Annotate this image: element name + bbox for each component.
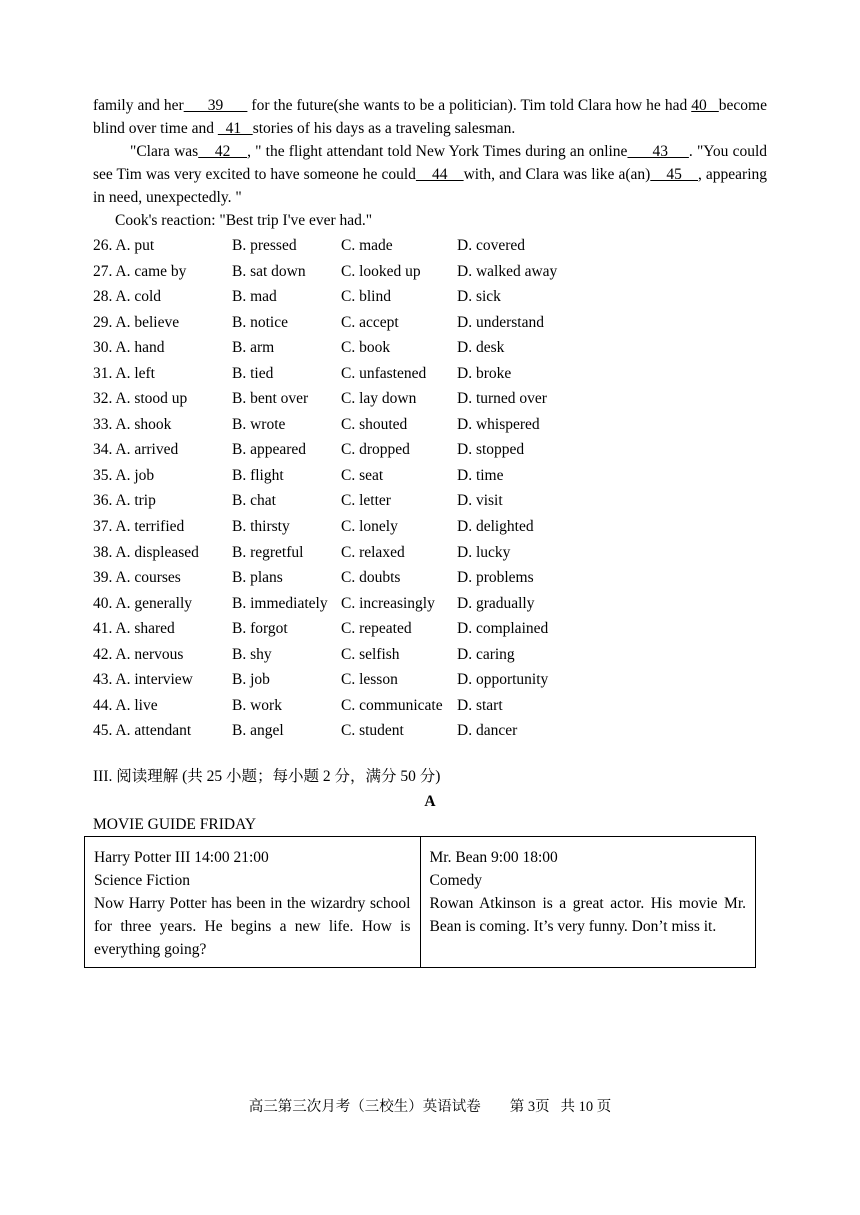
option-d: D. broke bbox=[457, 364, 512, 382]
option-c: C. relaxed bbox=[341, 543, 405, 561]
option-a: 43. A. interview bbox=[93, 671, 193, 689]
page-total: 共 10 页 bbox=[560, 1099, 612, 1115]
option-a: 31. A. left bbox=[93, 364, 155, 382]
question-row bbox=[93, 386, 693, 412]
option-c: C. selfish bbox=[341, 645, 400, 663]
question-row bbox=[93, 259, 693, 285]
option-c: C. lay down bbox=[341, 390, 417, 408]
question-row bbox=[93, 310, 693, 336]
blank-40: 40 bbox=[691, 97, 719, 114]
question-row bbox=[93, 667, 693, 693]
option-d: D. time bbox=[457, 466, 504, 484]
passage-text: become blind over time and bbox=[93, 97, 767, 137]
option-d: D. start bbox=[457, 696, 503, 714]
option-b: B. work bbox=[232, 696, 282, 714]
option-a: 45. A. attendant bbox=[93, 722, 192, 740]
option-a: 32. A. stood up bbox=[93, 390, 188, 408]
question-row bbox=[93, 412, 693, 438]
option-b: B. tied bbox=[232, 364, 274, 382]
passage-text: with, and Clara was like a(an) bbox=[463, 166, 651, 183]
option-c: C. made bbox=[341, 237, 393, 254]
question-row bbox=[93, 565, 693, 591]
movie-guide-title: MOVIE GUIDE FRIDAY bbox=[93, 816, 257, 833]
question-row bbox=[93, 335, 693, 361]
option-c: C. lonely bbox=[341, 518, 398, 536]
option-a: 39. A. courses bbox=[93, 569, 181, 587]
option-d: D. delighted bbox=[457, 518, 534, 536]
option-d: D. complained bbox=[457, 620, 549, 638]
option-d: D. desk bbox=[457, 339, 505, 357]
passage-text: stories of his days as a traveling salesman. bbox=[252, 120, 516, 137]
option-b: B. chat bbox=[232, 492, 276, 510]
option-d: D. opportunity bbox=[457, 671, 549, 689]
option-b: B. flight bbox=[232, 466, 284, 484]
question-row bbox=[93, 540, 693, 566]
passage-text: , " the flight attendant told New York Times during an online bbox=[247, 143, 628, 160]
question-row bbox=[93, 514, 693, 540]
option-d: D. stopped bbox=[457, 441, 525, 459]
passage-text: , appearing in need, unexpectedly. " bbox=[93, 166, 768, 206]
question-row bbox=[93, 642, 693, 668]
option-b: B. job bbox=[232, 671, 270, 689]
movie-cell-harry-potter bbox=[85, 837, 421, 968]
option-a: 30. A. hand bbox=[93, 339, 165, 357]
question-row bbox=[93, 284, 693, 310]
section-heading: III. 阅读理解 (共 25 小题；每小题 2 分，满分 50 分) bbox=[93, 768, 441, 785]
option-c: C. accept bbox=[341, 313, 399, 331]
option-b: B. plans bbox=[232, 569, 283, 587]
option-c: C. increasingly bbox=[341, 594, 435, 612]
blank-39: 39 bbox=[183, 97, 248, 114]
passage-text: . "You could see Tim was very excited to have someone he could bbox=[93, 143, 768, 183]
question-row bbox=[93, 233, 693, 259]
option-c: C. communicate bbox=[341, 696, 443, 714]
option-b: B. mad bbox=[232, 288, 277, 306]
option-b: B. bent over bbox=[232, 390, 309, 408]
option-a: 35. A. job bbox=[93, 466, 155, 484]
passage-paragraph: Cook's reaction: "Best trip I've ever had." bbox=[115, 212, 373, 229]
option-b: B. regretful bbox=[232, 543, 304, 561]
option-a: 41. A. shared bbox=[93, 620, 175, 638]
option-c: C. shouted bbox=[341, 415, 408, 433]
passage-paragraph bbox=[93, 94, 767, 140]
movie-title-time: Mr. Bean 9:00 18:00 bbox=[429, 849, 558, 866]
cloze-passage bbox=[93, 94, 767, 232]
option-d: D. walked away bbox=[457, 262, 558, 280]
option-b: B. angel bbox=[232, 722, 284, 740]
option-a: 40. A. generally bbox=[93, 594, 193, 612]
passage-text: "Clara was bbox=[130, 143, 199, 160]
option-c: C. doubts bbox=[341, 569, 401, 587]
option-c: C. dropped bbox=[341, 441, 410, 459]
passage-paragraph bbox=[93, 140, 767, 209]
exam-title: 高三第三次月考（三校生）英语试卷 bbox=[248, 1099, 481, 1115]
option-c: C. seat bbox=[341, 466, 384, 484]
answer-options bbox=[93, 233, 693, 744]
option-b: B. forgot bbox=[232, 620, 288, 638]
option-b: B. wrote bbox=[232, 415, 286, 433]
blank-44: 44 bbox=[415, 166, 464, 183]
option-a: 27. A. came by bbox=[93, 262, 187, 280]
question-row bbox=[93, 463, 693, 489]
question-row bbox=[93, 591, 693, 617]
blank-42: 42 bbox=[198, 143, 248, 160]
option-a: 26. A. put bbox=[93, 237, 155, 254]
option-b: B. appeared bbox=[232, 441, 307, 459]
option-c: C. letter bbox=[341, 492, 391, 510]
option-b: B. sat down bbox=[232, 262, 306, 280]
option-a: 34. A. arrived bbox=[93, 441, 179, 459]
blank-43: 43 bbox=[627, 143, 689, 160]
movie-genre: Science Fiction bbox=[94, 872, 190, 889]
option-a: 38. A. displeased bbox=[93, 543, 199, 561]
question-row bbox=[93, 488, 693, 514]
option-c: C. book bbox=[341, 339, 391, 357]
option-a: 44. A. live bbox=[93, 696, 158, 714]
blank-41: 41 bbox=[217, 120, 253, 137]
option-a: 37. A. terrified bbox=[93, 518, 185, 536]
question-row bbox=[93, 437, 693, 463]
option-a: 42. A. nervous bbox=[93, 645, 184, 663]
option-d: D. covered bbox=[457, 237, 525, 254]
table-row bbox=[85, 837, 756, 968]
option-a: 33. A. shook bbox=[93, 415, 172, 433]
option-c: C. looked up bbox=[341, 262, 421, 280]
option-c: C. lesson bbox=[341, 671, 398, 689]
passage-text: for the future(she wants to be a politician). Tim told Clara how he had bbox=[247, 97, 692, 114]
passage-letter: A bbox=[424, 793, 436, 810]
option-b: B. arm bbox=[232, 339, 275, 357]
movie-description: Rowan Atkinson is a great actor. His movie Mr. Bean is coming. It’s very funny. Don’t miss it. bbox=[429, 895, 746, 935]
option-d: D. whispered bbox=[457, 415, 540, 433]
question-row bbox=[93, 693, 693, 719]
option-d: D. understand bbox=[457, 313, 544, 331]
movie-title-time: Harry Potter III 14:00 21:00 bbox=[94, 849, 269, 866]
option-d: D. problems bbox=[457, 569, 534, 587]
page-footer bbox=[0, 1095, 860, 1119]
movie-cell-mr-bean bbox=[420, 837, 756, 968]
option-d: D. sick bbox=[457, 288, 501, 306]
question-row bbox=[93, 718, 693, 744]
option-c: C. repeated bbox=[341, 620, 412, 638]
option-a: 28. A. cold bbox=[93, 288, 162, 306]
option-d: D. gradually bbox=[457, 594, 535, 612]
blank-45: 45 bbox=[650, 166, 698, 183]
passage-text: family and her bbox=[93, 97, 184, 114]
option-d: D. caring bbox=[457, 645, 515, 663]
page-number: 第 3页 bbox=[509, 1099, 550, 1115]
option-d: D. turned over bbox=[457, 390, 547, 408]
option-b: B. shy bbox=[232, 645, 272, 663]
option-d: D. visit bbox=[457, 492, 503, 510]
question-row bbox=[93, 361, 693, 387]
option-b: B. pressed bbox=[232, 237, 297, 254]
option-a: 36. A. trip bbox=[93, 492, 156, 510]
option-a: 29. A. believe bbox=[93, 313, 180, 331]
option-b: B. immediately bbox=[232, 594, 328, 612]
option-c: C. blind bbox=[341, 288, 391, 306]
movie-guide-table bbox=[84, 836, 756, 968]
option-d: D. dancer bbox=[457, 722, 518, 740]
movie-description: Now Harry Potter has been in the wizardry school for three years. He begins a new life. How is everything going? bbox=[94, 895, 411, 958]
option-c: C. student bbox=[341, 722, 404, 740]
movie-genre: Comedy bbox=[429, 872, 483, 889]
option-d: D. lucky bbox=[457, 543, 511, 561]
question-row bbox=[93, 616, 693, 642]
option-c: C. unfastened bbox=[341, 364, 427, 382]
option-b: B. notice bbox=[232, 313, 288, 331]
option-b: B. thirsty bbox=[232, 518, 290, 536]
